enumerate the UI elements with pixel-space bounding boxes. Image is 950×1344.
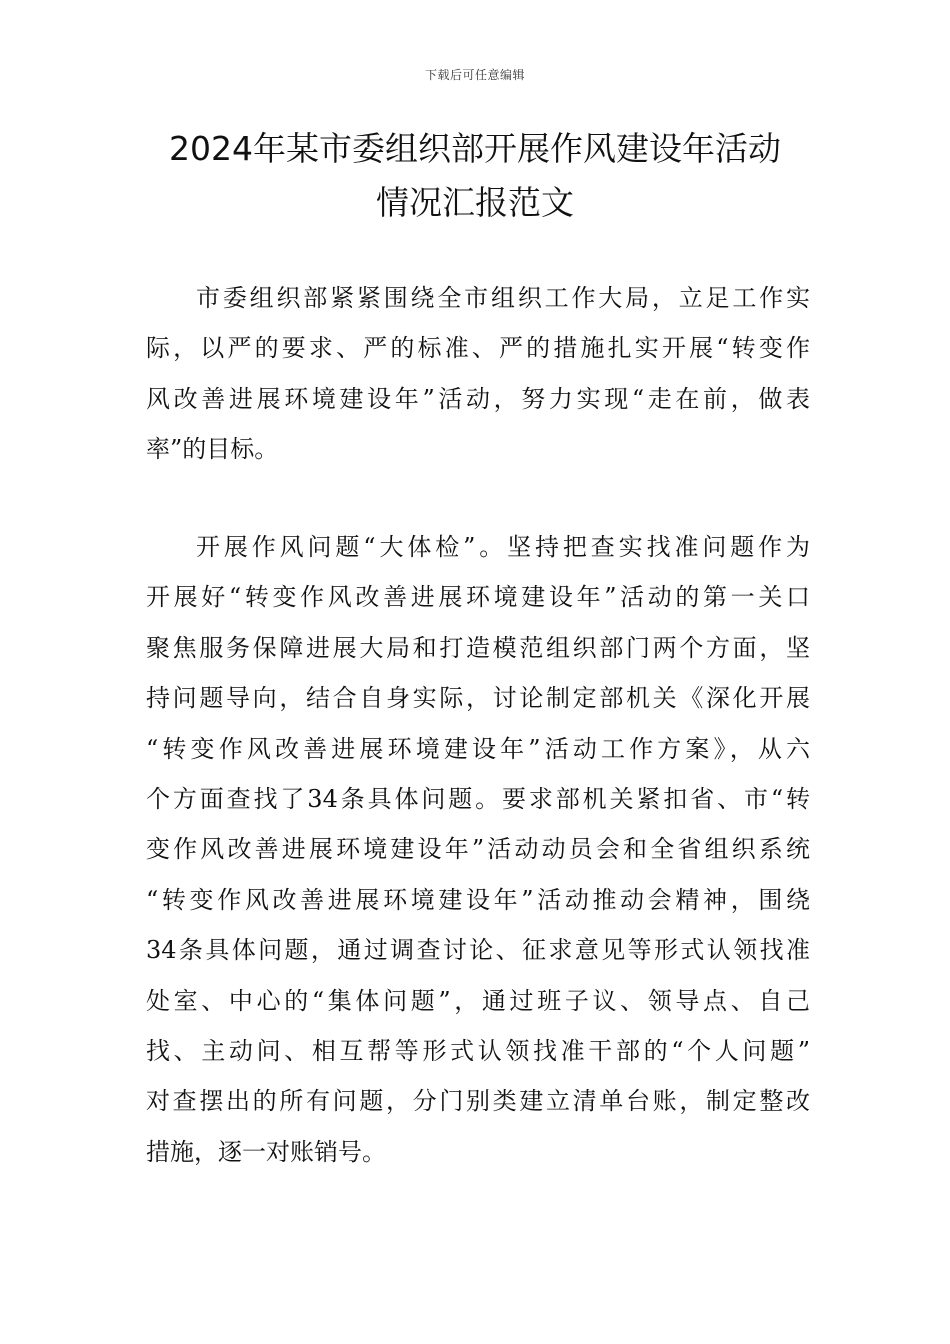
paragraph-line: 处室、中心的“集体问题”，通过班子议、领导点、自己: [146, 986, 810, 1015]
paragraph-line: 市委组织部紧紧围绕全市组织工作大局，立足工作实: [196, 284, 810, 312]
paragraph-line: 开展作风问题“大体检”。坚持把查实找准问题作为: [196, 533, 810, 561]
paragraph-line: 风改善进展环境建设年”活动，努力实现“走在前，做表: [146, 384, 810, 413]
paragraph-line: 变作风改善进展环境建设年”活动动员会和全省组织系统: [146, 835, 810, 864]
paragraph-line: 措施，逐一对账销号。: [146, 1137, 386, 1166]
body-paragraph: [146, 522, 810, 1177]
paragraph-line: 开展好“转变作风改善进展环境建设年”活动的第一关口: [146, 583, 810, 612]
paragraph-line: 际，以严的要求、严的标准、严的措施扎实开展“转变作: [146, 334, 810, 363]
paragraph-line: “转变作风改善进展环境建设年”活动推动会精神，围绕: [146, 885, 810, 914]
paragraph-line: 34条具体问题，通过调查讨论、征求意见等形式认领找准: [146, 936, 810, 965]
header-note: 下载后可任意编辑: [424, 68, 525, 82]
intro-paragraph: [146, 273, 810, 475]
page-title: [120, 122, 830, 230]
paragraph-line: 个方面查找了34条具体问题。要求部机关紧扣省、市“转: [146, 784, 810, 813]
paragraph-line: 找、主动问、相互帮等形式认领找准干部的“个人问题”: [146, 1036, 810, 1065]
paragraph-line: 持问题导向，结合自身实际，讨论制定部机关《深化开展: [146, 684, 810, 713]
paragraph-line: 对查摆出的所有问题，分门别类建立清单台账，制定整改: [146, 1087, 810, 1116]
paragraph-line: 率”的目标。: [146, 435, 279, 464]
paragraph-line: 聚焦服务保障进展大局和打造模范组织部门两个方面，坚: [146, 633, 810, 662]
title-line: 2024年某市委组织部开展作风建设年活动: [169, 129, 781, 168]
title-line: 情况汇报范文: [376, 183, 574, 222]
paragraph-line: “转变作风改善进展环境建设年”活动工作方案》，从六: [146, 734, 810, 763]
